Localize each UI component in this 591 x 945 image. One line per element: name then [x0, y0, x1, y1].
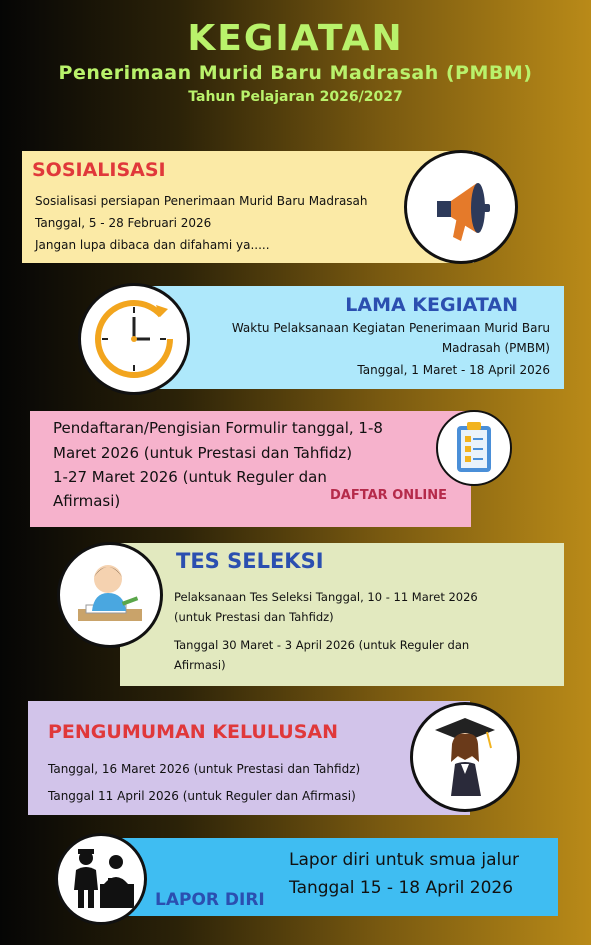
reception-desk-icon — [66, 848, 136, 910]
lapor-diri-panel — [117, 838, 558, 916]
clipboard-icon — [449, 420, 499, 476]
tes-seleksi-line-4: Afirmasi) — [174, 658, 226, 672]
lama-kegiatan-line-1: Waktu Pelaksanaan Kegiatan Penerimaan Murid Baru — [231, 321, 550, 335]
page-title: KEGIATAN — [187, 18, 404, 59]
tes-seleksi-line-2: (untuk Prestasi dan Tahfidz) — [174, 610, 334, 624]
clipboard-icon-circle — [436, 410, 512, 486]
clock-icon — [86, 291, 182, 387]
megaphone-icon-circle — [404, 150, 518, 264]
lapor-diri-heading: LAPOR DIRI — [155, 890, 265, 910]
graduate-icon — [425, 712, 505, 802]
pendaftaran-line-1: Pendaftaran/Pengisian Formulir tanggal, 1-8 — [53, 419, 383, 437]
clock-icon-circle — [78, 283, 190, 395]
tes-seleksi-panel — [120, 543, 564, 686]
tes-seleksi-line-3: Tanggal 30 Maret - 3 April 2026 (untuk Reguler dan — [174, 638, 470, 652]
graduate-icon-circle — [410, 702, 520, 812]
pengumuman-heading: PENGUMUMAN KELULUSAN — [48, 721, 339, 743]
lama-kegiatan-line-3: Tanggal, 1 Maret - 18 April 2026 — [357, 363, 550, 377]
lama-kegiatan-heading: LAMA KEGIATAN — [345, 294, 518, 316]
student-writing-icon — [68, 553, 152, 637]
lapor-diri-line-1: Lapor diri untuk smua jalur — [289, 850, 519, 870]
pendaftaran-line-3: 1-27 Maret 2026 (untuk Reguler dan — [53, 468, 327, 486]
megaphone-icon — [421, 167, 501, 247]
lama-kegiatan-panel — [148, 286, 564, 389]
sosialisasi-line-2: Tanggal, 5 - 28 Februari 2026 — [35, 216, 212, 230]
page-subtitle: Penerimaan Murid Baru Madrasah (PMBM) — [58, 62, 533, 84]
pengumuman-panel — [28, 701, 470, 815]
pendaftaran-line-4: Afirmasi) — [53, 492, 121, 510]
sosialisasi-line-3: Jangan lupa dibaca dan difahami ya..... — [35, 238, 270, 252]
pengumuman-line-2: Tanggal 11 April 2026 (untuk Reguler dan Afirmasi) — [48, 789, 356, 803]
student-writing-icon-circle — [57, 542, 163, 648]
lapor-diri-line-2: Tanggal 15 - 18 April 2026 — [289, 878, 514, 898]
pendaftaran-panel — [30, 411, 471, 527]
tes-seleksi-line-1: Pelaksanaan Tes Seleksi Tanggal, 10 - 11 Maret 2026 — [174, 590, 478, 604]
lama-kegiatan-line-2: Madrasah (PMBM) — [441, 341, 550, 355]
pendaftaran-line-2: Maret 2026 (untuk Prestasi dan Tahfidz) — [53, 444, 353, 462]
reception-desk-icon-circle — [55, 833, 147, 925]
daftar-online-badge: DAFTAR ONLINE — [330, 488, 447, 503]
sosialisasi-heading: SOSIALISASI — [32, 159, 166, 181]
pengumuman-line-1: Tanggal, 16 Maret 2026 (untuk Prestasi dan Tahfidz) — [48, 762, 361, 776]
academic-year: Tahun Pelajaran 2026/2027 — [188, 89, 403, 105]
sosialisasi-line-1: Sosialisasi persiapan Penerimaan Murid Baru Madrasah — [35, 194, 368, 208]
tes-seleksi-heading: TES SELEKSI — [176, 549, 324, 573]
